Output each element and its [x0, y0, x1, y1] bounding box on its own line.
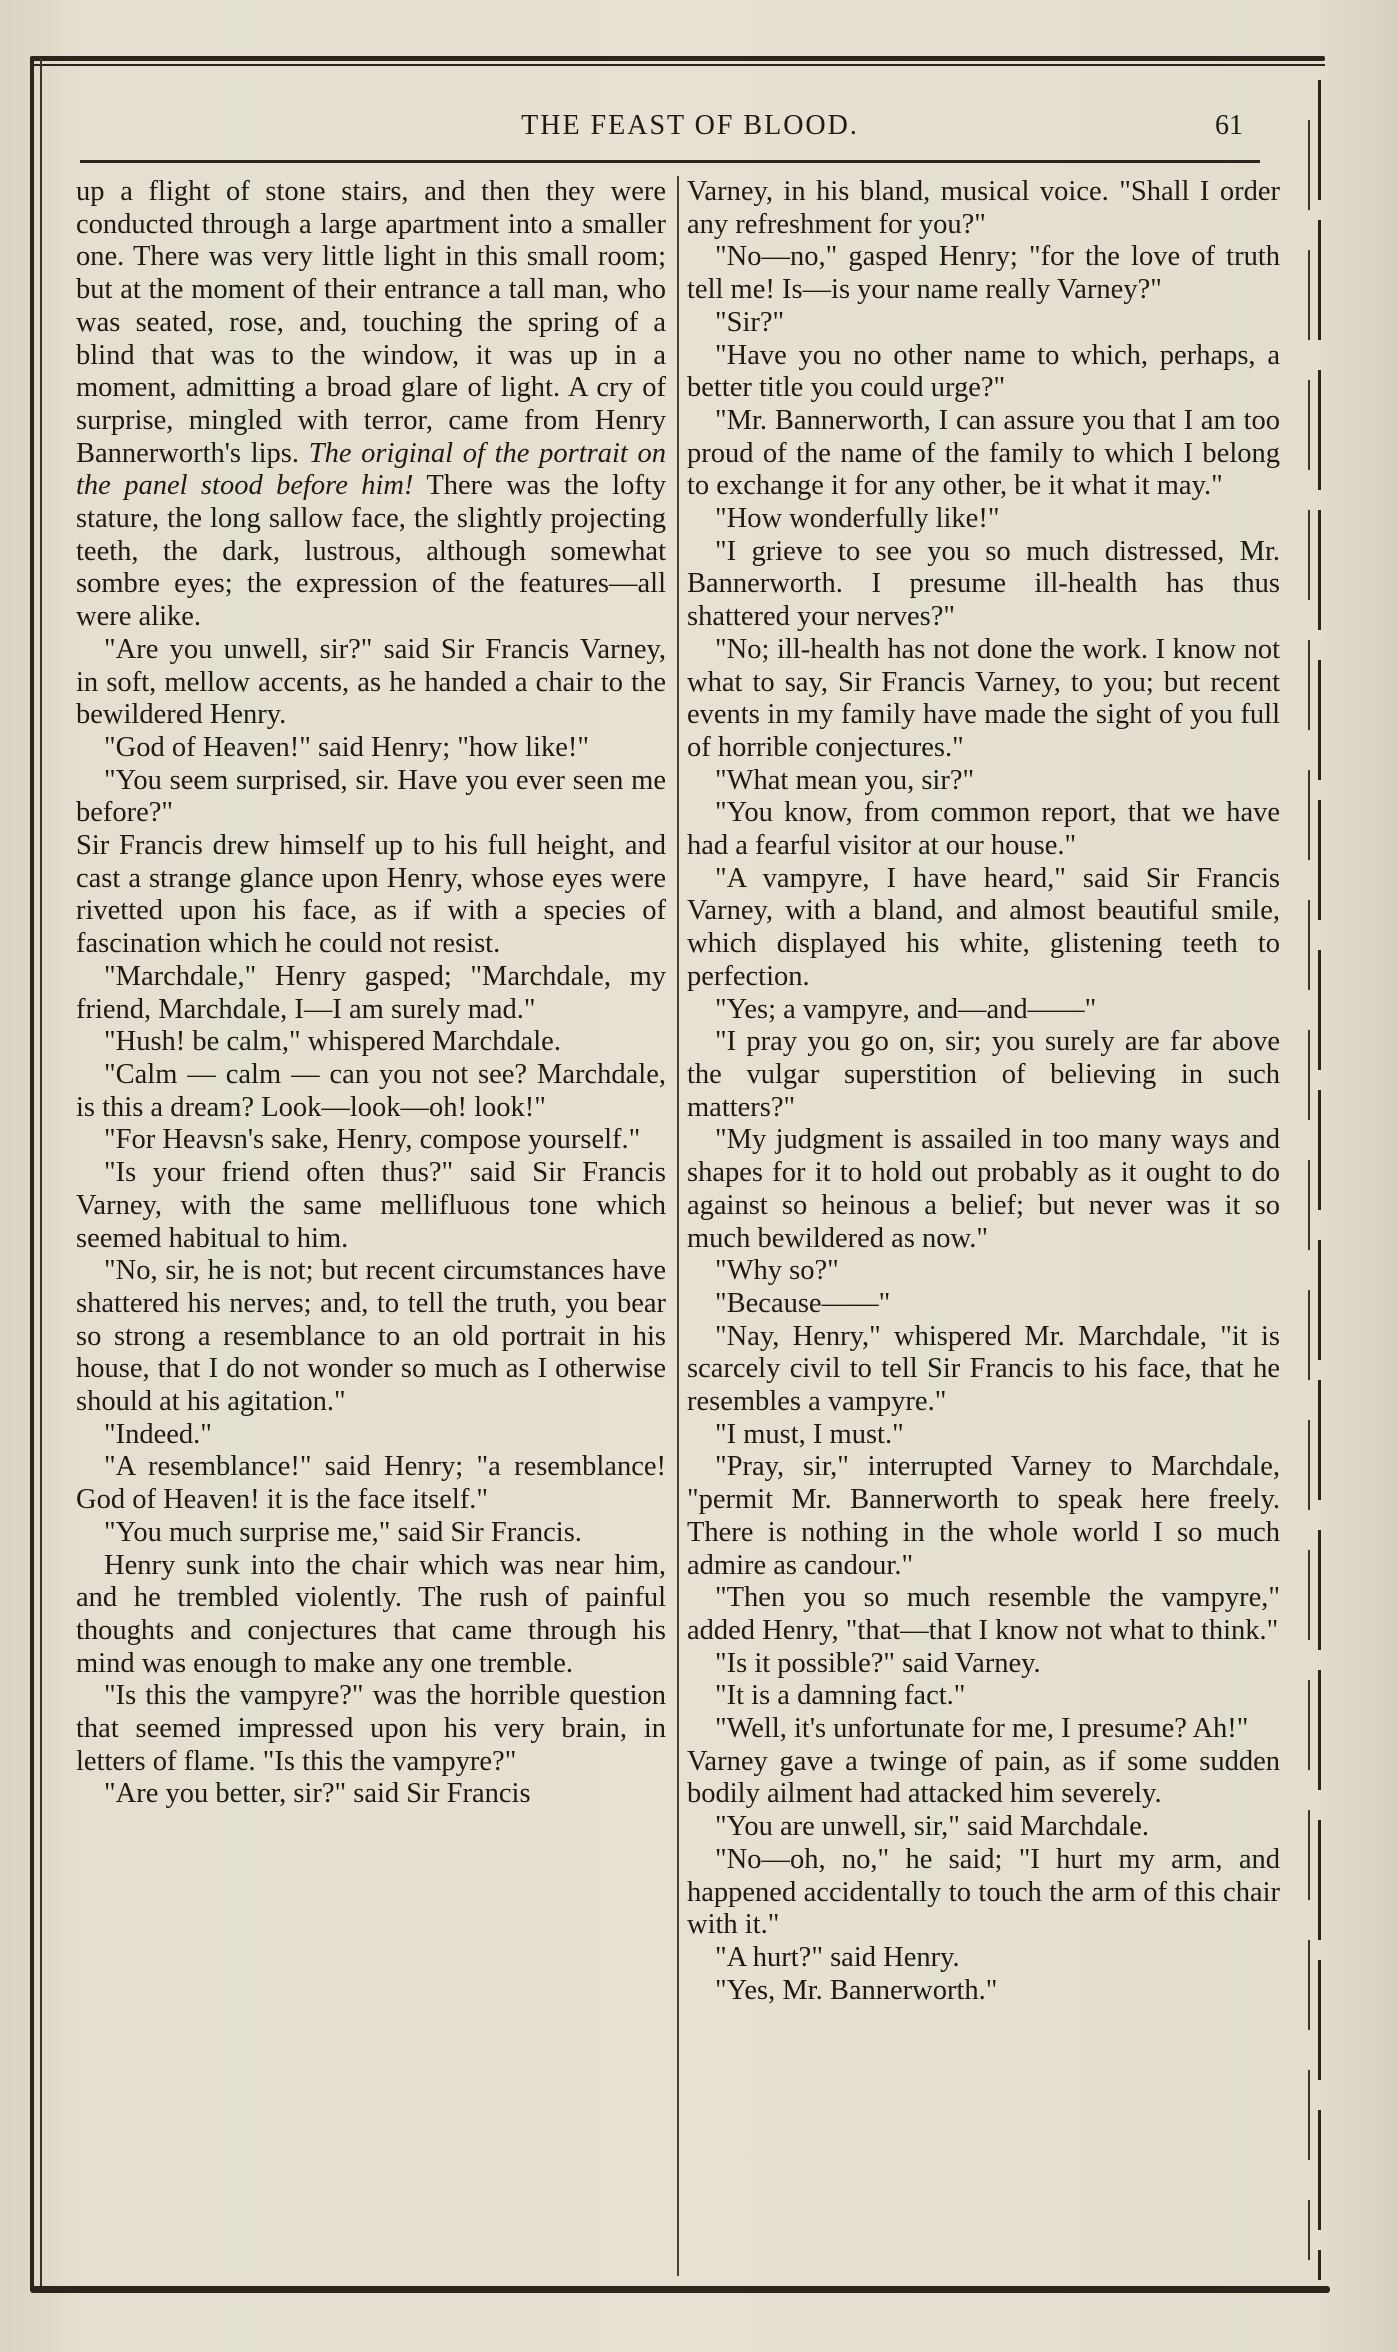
paragraph: "I pray you go on, sir; you surely are far above the vulgar superstition of believing in such matters?"	[687, 1026, 1280, 1123]
paragraph: "What mean you, sir?"	[715, 764, 975, 796]
paragraph: "Hush! be calm," whispered Marchdale.	[104, 1026, 561, 1058]
paragraph: "A vampyre, I have heard," said Sir Francis Varney, with a bland, and almost beautiful smile, which displayed his white, glistening teeth to perfection.	[687, 862, 1280, 992]
paragraph: "For Heavsn's sake, Henry, compose yourself."	[104, 1124, 641, 1156]
paragraph: "Why so?"	[715, 1255, 839, 1287]
paragraph: "Are you better, sir?" said Sir Francis	[104, 1778, 531, 1810]
paragraph: "No, sir, he is not; but recent circumstances have shattered his nerves; and, to tell the truth, you bear so strong a resemblance to an old portrait in his house, that I do not wonder so much as I otherwise should at his agitation."	[76, 1255, 666, 1418]
left-border-rule	[30, 58, 34, 2290]
paragraph: "Pray, sir," interrupted Varney to Marchdale, "permit Mr. Bannerworth to speak here freely. There is nothing in the whole world I so much admire as candour."	[687, 1451, 1280, 1581]
paragraph: "Is your friend often thus?" said Sir Francis Varney, with the same mellifluous tone which seemed habitual to him.	[76, 1157, 666, 1254]
paragraph: "Then you so much resemble the vampyre," added Henry, "that—that I know not what to think."	[687, 1582, 1280, 1646]
paragraph: "Are you unwell, sir?" said Sir Francis Varney, in soft, mellow accents, as he handed a chair to the bewildered Henry.	[76, 633, 666, 731]
paragraph: "Yes; a vampyre, and—and——"	[715, 993, 1097, 1025]
paragraph: "You much surprise me," said Sir Francis.	[104, 1516, 582, 1548]
paragraph: "God of Heaven!" said Henry; "how like!"	[104, 731, 589, 763]
right-border-rule	[1318, 80, 1321, 2280]
top-rule	[30, 56, 1325, 61]
paragraph: "A hurt?" said Henry.	[715, 1941, 960, 1973]
italic-passage: The original of the portrait on the panel stood before him!	[76, 437, 666, 502]
paragraph: "You are unwell, sir," said Marchdale.	[715, 1811, 1149, 1843]
paragraph: Varney gave a twinge of pain, as if some sudden bodily ailment had attacked him severely.	[687, 1745, 1280, 1810]
header-rule	[80, 160, 1260, 163]
paragraph: "Is this the vampyre?" was the horrible question that seemed impressed upon his very brain, in letters of flame. "Is this the vampyre?"	[76, 1680, 666, 1777]
paragraph: "Yes, Mr. Bannerworth."	[715, 1974, 998, 2006]
paragraph: "You seem surprised, sir. Have you ever seen me before?"	[76, 764, 666, 829]
paragraph: "Sir?"	[715, 306, 785, 338]
paragraph: "Calm — calm — can you not see? Marchdale, is this a dream? Look—look—oh! look!"	[76, 1058, 666, 1123]
paragraph: "No; ill-health has not done the work. I know not what to say, Sir Francis Varney, to you; but recent events in my family have made the sight of you full of horrible conjectures."	[687, 633, 1280, 763]
paragraph: Sir Francis drew himself up to his full height, and cast a strange glance upon Henry, whose eyes were rivetted upon his face, as if with a species of fascination which he could not resist.	[76, 830, 666, 960]
paragraph: Henry sunk into the chair which was near him, and he trembled violently. The rush of painful thoughts and conjectures that came through his mind was enough to make any one tremble.	[76, 1549, 666, 1679]
paragraph: Varney, in his bland, musical voice. "Shall I order any refreshment for you?"	[687, 176, 1280, 240]
paragraph: "Marchdale," Henry gasped; "Marchdale, my friend, Marchdale, I—I am surely mad."	[76, 960, 666, 1025]
paragraph: "My judgment is assailed in too many ways and shapes for it to hold out probably as it ought to do against so heinous a belief; but never was it so much bewildered as now."	[687, 1124, 1280, 1254]
paragraph: "I grieve to see you so much distressed, Mr. Bannerworth. I presume ill-health has thus shattered your nerves?"	[687, 535, 1280, 633]
paragraph: "You know, from common report, that we have had a fearful visitor at our house."	[687, 797, 1280, 862]
paragraph: "Well, it's unfortunate for me, I presume? Ah!"	[715, 1713, 1249, 1745]
right-column	[687, 176, 1280, 2007]
paragraph: "I must, I must."	[715, 1418, 904, 1450]
running-title: THE FEAST OF BLOOD.	[521, 110, 859, 141]
paragraph: "Have you no other name to which, perhaps, a better title you could urge?"	[687, 339, 1280, 404]
left-column	[76, 176, 666, 1811]
bottom-rule	[30, 2286, 1330, 2293]
paragraph: "Is it possible?" said Varney.	[715, 1647, 1041, 1679]
page-number: 61	[1215, 110, 1243, 141]
paragraph: up a flight of stone stairs, and then they were conducted through a large apartment into a smaller one. There was very little light in this small room; but at the moment of their entrance a tall man, who was seated, rose, and, touching the spring of a blind that was to the window, it was up in a moment, admitting a broad glare of light. A cry of surprise, mingled with terror, came from Henry Bannerworth's lips. The original of the portrait on the panel stood before him! There was the lofty stature, the long sallow face, the slightly projecting teeth, the dark, lustrous, although somewhat sombre eyes; the expression of the features—all were alike.	[76, 176, 666, 633]
paragraph: "Nay, Henry," whispered Mr. Marchdale, "it is scarcely civil to tell Sir Francis to his face, that he resembles a vampyre."	[687, 1320, 1280, 1418]
paragraph: "Indeed."	[104, 1418, 212, 1450]
paragraph: "Because——"	[715, 1287, 891, 1319]
left-border-rule-thin	[40, 58, 42, 2290]
right-border-rule-thin	[1308, 120, 1310, 2260]
paragraph: "No—oh, no," he said; "I hurt my arm, and happened accidentally to touch the arm of this chair with it."	[687, 1843, 1280, 1941]
paragraph: "It is a damning fact."	[715, 1680, 966, 1712]
paragraph: "A resemblance!" said Henry; "a resemblance! God of Heaven! it is the face itself."	[76, 1451, 666, 1516]
paragraph: "Mr. Bannerworth, I can assure you that I am too proud of the name of the family to which I belong to exchange it for any other, be it what it may."	[687, 404, 1280, 502]
top-rule-thin	[30, 64, 1325, 66]
column-divider	[677, 176, 679, 2276]
paragraph: "No—no," gasped Henry; "for the love of truth tell me! Is—is your name really Varney?"	[687, 241, 1280, 306]
paragraph: "How wonderfully like!"	[715, 503, 1000, 535]
